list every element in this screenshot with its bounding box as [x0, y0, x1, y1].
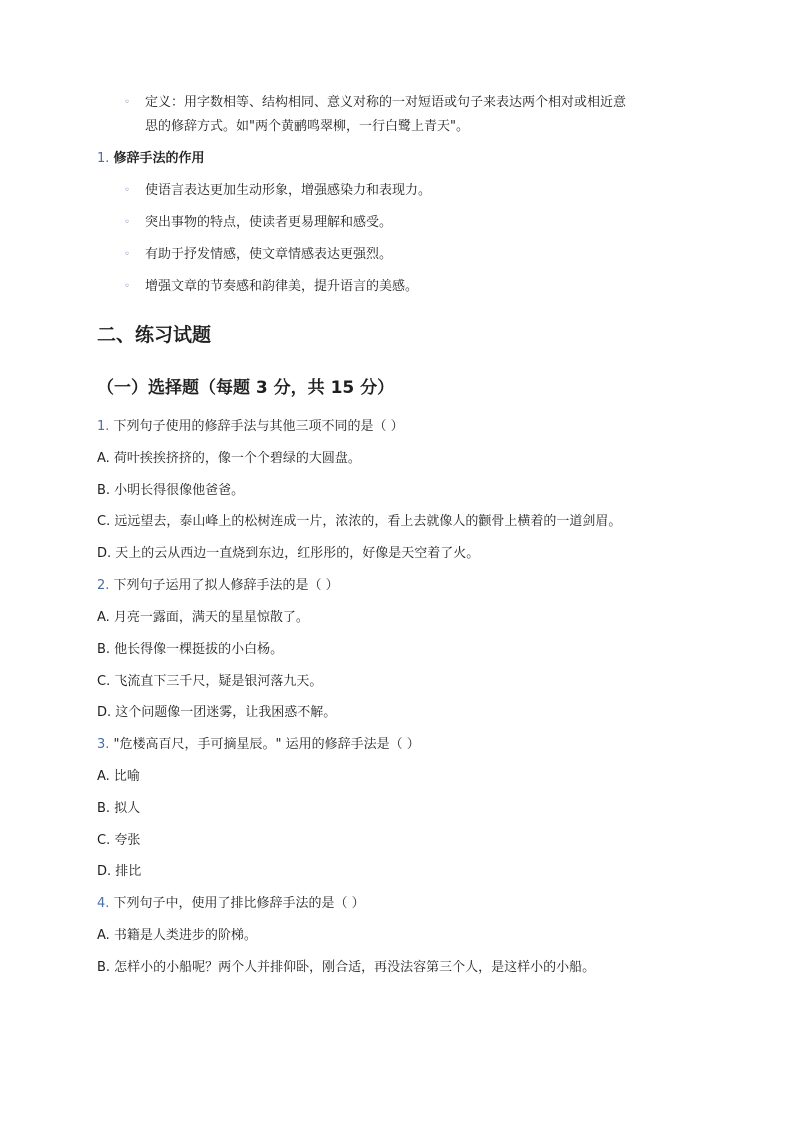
option: B. 他长得像一棵挺拔的小白杨。 — [97, 642, 284, 657]
question-number: 3. — [97, 737, 110, 752]
option: B. 怎样小的小船呢？两个人并排仰卧，刚合适，再没法容第三个人，是这样小的小船。 — [97, 960, 596, 975]
question-stem — [97, 735, 420, 755]
definition-line-2: 思的修辞方式。如"两个黄鹂鸣翠柳，一行白鹭上青天"。 — [145, 119, 469, 134]
subsection-title: （一）选择题（每题 3 分，共 15 分） — [97, 378, 395, 398]
effect-item: 突出事物的特点，使读者更易理解和感受。 — [145, 215, 393, 230]
section-title: 二、练习试题 — [97, 324, 212, 346]
question-text: 下列句子中，使用了排比修辞手法的是（ ） — [113, 896, 365, 911]
definition-line-1: 定义：用字数相等、结构相同、意义对称的一对短语或句子来表达两个相对或相近意 — [145, 95, 627, 110]
bullet-marker: ◦ — [124, 97, 130, 108]
bullet-marker: ◦ — [124, 185, 130, 196]
option: C. 远远望去，泰山峰上的松树连成一片，浓浓的，看上去就像人的颧骨上横着的一道剑眉。 — [97, 514, 622, 529]
option: C. 飞流直下三千尺，疑是银河落九天。 — [97, 674, 323, 689]
question-text: "危楼高百尺，手可摘星辰。" 运用的修辞手法是（ ） — [113, 737, 420, 752]
option: A. 书籍是人类进步的阶梯。 — [97, 928, 257, 943]
question-text: 下列句子运用了拟人修辞手法的是（ ） — [113, 578, 339, 593]
option: D. 天上的云从西边一直烧到东边，红彤彤的，好像是天空着了火。 — [97, 546, 480, 561]
question-stem — [97, 417, 404, 437]
option: A. 月亮一露面，满天的星星惊散了。 — [97, 610, 309, 625]
option: D. 这个问题像一团迷雾，让我困惑不解。 — [97, 705, 337, 720]
effect-item: 增强文章的节奏感和韵律美，提升语言的美感。 — [145, 279, 419, 294]
bullet-marker: ◦ — [124, 281, 130, 292]
option: C. 夸张 — [97, 833, 141, 848]
question-number: 1. — [97, 419, 110, 434]
option: B. 小明长得很像他爸爸。 — [97, 483, 245, 498]
option: B. 拟人 — [97, 801, 141, 816]
bullet-marker: ◦ — [124, 217, 130, 228]
question-number: 4. — [97, 896, 110, 911]
option: D. 排比 — [97, 864, 142, 879]
effects-title: 修辞手法的作用 — [113, 151, 205, 166]
effect-item: 有助于抒发情感，使文章情感表达更强烈。 — [145, 247, 393, 262]
option: A. 比喻 — [97, 769, 140, 784]
effects-heading — [97, 149, 205, 169]
bullet-marker: ◦ — [124, 249, 130, 260]
effects-number: 1. — [97, 151, 110, 166]
effect-item: 使语言表达更加生动形象，增强感染力和表现力。 — [145, 183, 432, 198]
question-stem — [97, 894, 365, 914]
question-stem — [97, 576, 339, 596]
question-number: 2. — [97, 578, 110, 593]
option: A. 荷叶挨挨挤挤的，像一个个碧绿的大圆盘。 — [97, 451, 361, 466]
question-text: 下列句子使用的修辞手法与其他三项不同的是（ ） — [113, 419, 404, 434]
